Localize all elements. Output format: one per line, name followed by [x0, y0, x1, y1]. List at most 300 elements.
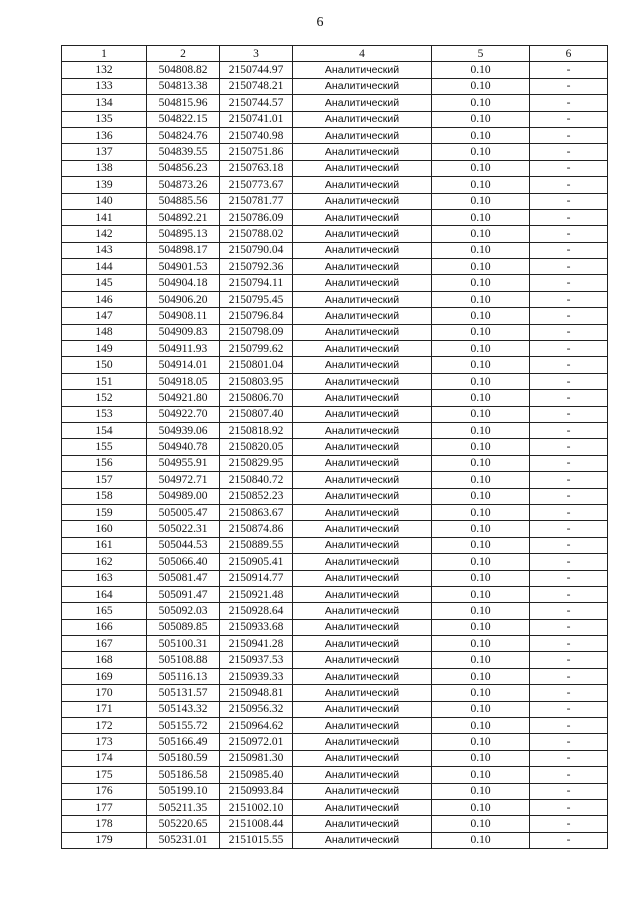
- accuracy-cell: 0.10: [432, 62, 530, 78]
- accuracy-cell: 0.10: [432, 799, 530, 815]
- table-row: [62, 275, 608, 291]
- note-cell: -: [530, 144, 608, 160]
- table-row: [62, 373, 608, 389]
- method-cell: Аналитический: [293, 78, 432, 94]
- note-cell: -: [530, 603, 608, 619]
- y-coordinate-cell: 2150794.11: [220, 275, 293, 291]
- method-cell: Аналитический: [293, 291, 432, 307]
- method-cell: Аналитический: [293, 783, 432, 799]
- x-coordinate-cell: 505143.32: [147, 701, 220, 717]
- x-coordinate-cell: 505089.85: [147, 619, 220, 635]
- point-number-cell: 153: [62, 406, 147, 422]
- accuracy-cell: 0.10: [432, 242, 530, 258]
- method-cell: Аналитический: [293, 816, 432, 832]
- note-cell: -: [530, 799, 608, 815]
- table-row: [62, 422, 608, 438]
- y-coordinate-cell: 2150786.09: [220, 209, 293, 225]
- table-row: [62, 472, 608, 488]
- table-row: [62, 341, 608, 357]
- x-coordinate-cell: 504856.23: [147, 160, 220, 176]
- y-coordinate-cell: 2150852.23: [220, 488, 293, 504]
- accuracy-cell: 0.10: [432, 144, 530, 160]
- method-cell: Аналитический: [293, 832, 432, 848]
- accuracy-cell: 0.10: [432, 357, 530, 373]
- note-cell: -: [530, 652, 608, 668]
- method-cell: Аналитический: [293, 341, 432, 357]
- header-col-1: 1: [62, 46, 147, 62]
- note-cell: -: [530, 537, 608, 553]
- method-cell: Аналитический: [293, 636, 432, 652]
- point-number-cell: 139: [62, 177, 147, 193]
- y-coordinate-cell: 2150748.21: [220, 78, 293, 94]
- accuracy-cell: 0.10: [432, 570, 530, 586]
- note-cell: -: [530, 472, 608, 488]
- method-cell: Аналитический: [293, 324, 432, 340]
- x-coordinate-cell: 504911.93: [147, 341, 220, 357]
- table-row: [62, 668, 608, 684]
- point-number-cell: 175: [62, 767, 147, 783]
- y-coordinate-cell: 2150921.48: [220, 586, 293, 602]
- note-cell: -: [530, 750, 608, 766]
- y-coordinate-cell: 2150740.98: [220, 127, 293, 143]
- method-cell: Аналитический: [293, 406, 432, 422]
- y-coordinate-cell: 2150799.62: [220, 341, 293, 357]
- accuracy-cell: 0.10: [432, 619, 530, 635]
- accuracy-cell: 0.10: [432, 275, 530, 291]
- note-cell: -: [530, 521, 608, 537]
- note-cell: -: [530, 488, 608, 504]
- accuracy-cell: 0.10: [432, 603, 530, 619]
- table-row: [62, 357, 608, 373]
- table-row: [62, 504, 608, 520]
- note-cell: -: [530, 111, 608, 127]
- accuracy-cell: 0.10: [432, 95, 530, 111]
- x-coordinate-cell: 505180.59: [147, 750, 220, 766]
- note-cell: -: [530, 242, 608, 258]
- accuracy-cell: 0.10: [432, 127, 530, 143]
- point-number-cell: 164: [62, 586, 147, 602]
- note-cell: -: [530, 816, 608, 832]
- method-cell: Аналитический: [293, 488, 432, 504]
- table-row: [62, 160, 608, 176]
- accuracy-cell: 0.10: [432, 767, 530, 783]
- table-row: [62, 636, 608, 652]
- x-coordinate-cell: 505092.03: [147, 603, 220, 619]
- y-coordinate-cell: 2150829.95: [220, 455, 293, 471]
- method-cell: Аналитический: [293, 275, 432, 291]
- table-row: [62, 226, 608, 242]
- note-cell: -: [530, 619, 608, 635]
- accuracy-cell: 0.10: [432, 226, 530, 242]
- accuracy-cell: 0.10: [432, 472, 530, 488]
- note-cell: -: [530, 308, 608, 324]
- method-cell: Аналитический: [293, 439, 432, 455]
- x-coordinate-cell: 505186.58: [147, 767, 220, 783]
- point-number-cell: 142: [62, 226, 147, 242]
- y-coordinate-cell: 2150993.84: [220, 783, 293, 799]
- y-coordinate-cell: 2150773.67: [220, 177, 293, 193]
- note-cell: -: [530, 685, 608, 701]
- note-cell: -: [530, 275, 608, 291]
- y-coordinate-cell: 2150790.04: [220, 242, 293, 258]
- accuracy-cell: 0.10: [432, 488, 530, 504]
- header-row: [62, 46, 608, 62]
- y-coordinate-cell: 2150744.97: [220, 62, 293, 78]
- method-cell: Аналитический: [293, 111, 432, 127]
- method-cell: Аналитический: [293, 668, 432, 684]
- note-cell: -: [530, 783, 608, 799]
- method-cell: Аналитический: [293, 242, 432, 258]
- method-cell: Аналитический: [293, 734, 432, 750]
- table-row: [62, 111, 608, 127]
- accuracy-cell: 0.10: [432, 160, 530, 176]
- table-row: [62, 816, 608, 832]
- method-cell: Аналитический: [293, 422, 432, 438]
- point-number-cell: 138: [62, 160, 147, 176]
- note-cell: -: [530, 767, 608, 783]
- header-col-4: 4: [293, 46, 432, 62]
- accuracy-cell: 0.10: [432, 537, 530, 553]
- point-number-cell: 144: [62, 259, 147, 275]
- point-number-cell: 176: [62, 783, 147, 799]
- accuracy-cell: 0.10: [432, 832, 530, 848]
- x-coordinate-cell: 504918.05: [147, 373, 220, 389]
- point-number-cell: 145: [62, 275, 147, 291]
- note-cell: -: [530, 78, 608, 94]
- method-cell: Аналитический: [293, 554, 432, 570]
- x-coordinate-cell: 504955.91: [147, 455, 220, 471]
- x-coordinate-cell: 505220.65: [147, 816, 220, 832]
- point-number-cell: 171: [62, 701, 147, 717]
- header-col-5: 5: [432, 46, 530, 62]
- accuracy-cell: 0.10: [432, 586, 530, 602]
- y-coordinate-cell: 2150820.05: [220, 439, 293, 455]
- y-coordinate-cell: 2150905.41: [220, 554, 293, 570]
- point-number-cell: 136: [62, 127, 147, 143]
- point-number-cell: 155: [62, 439, 147, 455]
- method-cell: Аналитический: [293, 603, 432, 619]
- note-cell: -: [530, 832, 608, 848]
- method-cell: Аналитический: [293, 193, 432, 209]
- method-cell: Аналитический: [293, 144, 432, 160]
- accuracy-cell: 0.10: [432, 455, 530, 471]
- table-row: [62, 95, 608, 111]
- table-row: [62, 78, 608, 94]
- x-coordinate-cell: 504972.71: [147, 472, 220, 488]
- table-row: [62, 193, 608, 209]
- y-coordinate-cell: 2151015.55: [220, 832, 293, 848]
- point-number-cell: 152: [62, 390, 147, 406]
- method-cell: Аналитический: [293, 127, 432, 143]
- point-number-cell: 161: [62, 537, 147, 553]
- point-number-cell: 147: [62, 308, 147, 324]
- table-row: [62, 62, 608, 78]
- y-coordinate-cell: 2150840.72: [220, 472, 293, 488]
- table-row: [62, 324, 608, 340]
- method-cell: Аналитический: [293, 619, 432, 635]
- y-coordinate-cell: 2150964.62: [220, 718, 293, 734]
- accuracy-cell: 0.10: [432, 291, 530, 307]
- point-number-cell: 174: [62, 750, 147, 766]
- method-cell: Аналитический: [293, 357, 432, 373]
- method-cell: Аналитический: [293, 62, 432, 78]
- point-number-cell: 140: [62, 193, 147, 209]
- point-number-cell: 170: [62, 685, 147, 701]
- y-coordinate-cell: 2150792.36: [220, 259, 293, 275]
- method-cell: Аналитический: [293, 455, 432, 471]
- note-cell: -: [530, 406, 608, 422]
- table-row: [62, 832, 608, 848]
- note-cell: -: [530, 193, 608, 209]
- table-row: [62, 734, 608, 750]
- point-number-cell: 151: [62, 373, 147, 389]
- table-header: [62, 46, 608, 62]
- accuracy-cell: 0.10: [432, 406, 530, 422]
- accuracy-cell: 0.10: [432, 78, 530, 94]
- point-number-cell: 177: [62, 799, 147, 815]
- method-cell: Аналитический: [293, 160, 432, 176]
- table-row: [62, 586, 608, 602]
- point-number-cell: 179: [62, 832, 147, 848]
- point-number-cell: 160: [62, 521, 147, 537]
- note-cell: -: [530, 341, 608, 357]
- x-coordinate-cell: 504898.17: [147, 242, 220, 258]
- note-cell: -: [530, 177, 608, 193]
- table-row: [62, 750, 608, 766]
- point-number-cell: 157: [62, 472, 147, 488]
- note-cell: -: [530, 209, 608, 225]
- accuracy-cell: 0.10: [432, 422, 530, 438]
- accuracy-cell: 0.10: [432, 373, 530, 389]
- note-cell: -: [530, 701, 608, 717]
- point-number-cell: 167: [62, 636, 147, 652]
- point-number-cell: 141: [62, 209, 147, 225]
- x-coordinate-cell: 505131.57: [147, 685, 220, 701]
- y-coordinate-cell: 2150801.04: [220, 357, 293, 373]
- y-coordinate-cell: 2150941.28: [220, 636, 293, 652]
- x-coordinate-cell: 504873.26: [147, 177, 220, 193]
- x-coordinate-cell: 504908.11: [147, 308, 220, 324]
- method-cell: Аналитический: [293, 767, 432, 783]
- point-number-cell: 166: [62, 619, 147, 635]
- x-coordinate-cell: 504904.18: [147, 275, 220, 291]
- table-row: [62, 390, 608, 406]
- point-number-cell: 165: [62, 603, 147, 619]
- accuracy-cell: 0.10: [432, 685, 530, 701]
- note-cell: -: [530, 95, 608, 111]
- method-cell: Аналитический: [293, 652, 432, 668]
- y-coordinate-cell: 2150806.70: [220, 390, 293, 406]
- table-row: [62, 259, 608, 275]
- point-number-cell: 158: [62, 488, 147, 504]
- note-cell: -: [530, 439, 608, 455]
- point-number-cell: 146: [62, 291, 147, 307]
- x-coordinate-cell: 505155.72: [147, 718, 220, 734]
- method-cell: Аналитический: [293, 226, 432, 242]
- accuracy-cell: 0.10: [432, 701, 530, 717]
- accuracy-cell: 0.10: [432, 652, 530, 668]
- x-coordinate-cell: 505231.01: [147, 832, 220, 848]
- y-coordinate-cell: 2150741.01: [220, 111, 293, 127]
- method-cell: Аналитический: [293, 570, 432, 586]
- x-coordinate-cell: 505066.40: [147, 554, 220, 570]
- table-row: [62, 603, 608, 619]
- y-coordinate-cell: 2151008.44: [220, 816, 293, 832]
- note-cell: -: [530, 636, 608, 652]
- accuracy-cell: 0.10: [432, 308, 530, 324]
- table-row: [62, 799, 608, 815]
- y-coordinate-cell: 2150803.95: [220, 373, 293, 389]
- table-row: [62, 783, 608, 799]
- accuracy-cell: 0.10: [432, 439, 530, 455]
- y-coordinate-cell: 2150981.30: [220, 750, 293, 766]
- point-number-cell: 156: [62, 455, 147, 471]
- method-cell: Аналитический: [293, 209, 432, 225]
- method-cell: Аналитический: [293, 259, 432, 275]
- point-number-cell: 135: [62, 111, 147, 127]
- y-coordinate-cell: 2150807.40: [220, 406, 293, 422]
- x-coordinate-cell: 504895.13: [147, 226, 220, 242]
- table-row: [62, 701, 608, 717]
- x-coordinate-cell: 504989.00: [147, 488, 220, 504]
- point-number-cell: 169: [62, 668, 147, 684]
- note-cell: -: [530, 62, 608, 78]
- note-cell: -: [530, 291, 608, 307]
- table-row: [62, 718, 608, 734]
- method-cell: Аналитический: [293, 586, 432, 602]
- point-number-cell: 133: [62, 78, 147, 94]
- table-body: [62, 62, 608, 849]
- y-coordinate-cell: 2150796.84: [220, 308, 293, 324]
- method-cell: Аналитический: [293, 750, 432, 766]
- x-coordinate-cell: 505100.31: [147, 636, 220, 652]
- x-coordinate-cell: 504914.01: [147, 357, 220, 373]
- header-col-6: 6: [530, 46, 608, 62]
- table-row: [62, 619, 608, 635]
- note-cell: -: [530, 390, 608, 406]
- x-coordinate-cell: 504939.06: [147, 422, 220, 438]
- table-row: [62, 521, 608, 537]
- accuracy-cell: 0.10: [432, 504, 530, 520]
- y-coordinate-cell: 2150818.92: [220, 422, 293, 438]
- accuracy-cell: 0.10: [432, 668, 530, 684]
- table-row: [62, 209, 608, 225]
- table-row: [62, 570, 608, 586]
- x-coordinate-cell: 504885.56: [147, 193, 220, 209]
- point-number-cell: 162: [62, 554, 147, 570]
- point-number-cell: 173: [62, 734, 147, 750]
- y-coordinate-cell: 2150985.40: [220, 767, 293, 783]
- table-row: [62, 439, 608, 455]
- point-number-cell: 154: [62, 422, 147, 438]
- x-coordinate-cell: 504892.21: [147, 209, 220, 225]
- x-coordinate-cell: 504906.20: [147, 291, 220, 307]
- note-cell: -: [530, 554, 608, 570]
- note-cell: -: [530, 570, 608, 586]
- method-cell: Аналитический: [293, 685, 432, 701]
- table-row: [62, 177, 608, 193]
- y-coordinate-cell: 2151002.10: [220, 799, 293, 815]
- table-row: [62, 144, 608, 160]
- y-coordinate-cell: 2150781.77: [220, 193, 293, 209]
- table-row: [62, 652, 608, 668]
- y-coordinate-cell: 2150874.86: [220, 521, 293, 537]
- x-coordinate-cell: 504839.55: [147, 144, 220, 160]
- x-coordinate-cell: 504921.80: [147, 390, 220, 406]
- x-coordinate-cell: 505116.13: [147, 668, 220, 684]
- table-row: [62, 537, 608, 553]
- point-number-cell: 159: [62, 504, 147, 520]
- point-number-cell: 168: [62, 652, 147, 668]
- note-cell: -: [530, 668, 608, 684]
- accuracy-cell: 0.10: [432, 193, 530, 209]
- y-coordinate-cell: 2150914.77: [220, 570, 293, 586]
- x-coordinate-cell: 504940.78: [147, 439, 220, 455]
- note-cell: -: [530, 127, 608, 143]
- y-coordinate-cell: 2150956.32: [220, 701, 293, 717]
- method-cell: Аналитический: [293, 718, 432, 734]
- table-row: [62, 406, 608, 422]
- accuracy-cell: 0.10: [432, 734, 530, 750]
- accuracy-cell: 0.10: [432, 750, 530, 766]
- x-coordinate-cell: 504824.76: [147, 127, 220, 143]
- method-cell: Аналитический: [293, 390, 432, 406]
- method-cell: Аналитический: [293, 521, 432, 537]
- y-coordinate-cell: 2150972.01: [220, 734, 293, 750]
- point-number-cell: 132: [62, 62, 147, 78]
- note-cell: -: [530, 422, 608, 438]
- x-coordinate-cell: 505199.10: [147, 783, 220, 799]
- y-coordinate-cell: 2150933.68: [220, 619, 293, 635]
- y-coordinate-cell: 2150939.33: [220, 668, 293, 684]
- x-coordinate-cell: 504813.38: [147, 78, 220, 94]
- note-cell: -: [530, 504, 608, 520]
- table-row: [62, 488, 608, 504]
- accuracy-cell: 0.10: [432, 816, 530, 832]
- y-coordinate-cell: 2150763.18: [220, 160, 293, 176]
- method-cell: Аналитический: [293, 701, 432, 717]
- table-row: [62, 685, 608, 701]
- y-coordinate-cell: 2150795.45: [220, 291, 293, 307]
- accuracy-cell: 0.10: [432, 521, 530, 537]
- table-row: [62, 291, 608, 307]
- y-coordinate-cell: 2150798.09: [220, 324, 293, 340]
- y-coordinate-cell: 2150788.02: [220, 226, 293, 242]
- point-number-cell: 148: [62, 324, 147, 340]
- x-coordinate-cell: 505081.47: [147, 570, 220, 586]
- page-number: 6: [316, 15, 324, 30]
- x-coordinate-cell: 504822.15: [147, 111, 220, 127]
- accuracy-cell: 0.10: [432, 636, 530, 652]
- x-coordinate-cell: 505108.88: [147, 652, 220, 668]
- accuracy-cell: 0.10: [432, 718, 530, 734]
- method-cell: Аналитический: [293, 472, 432, 488]
- point-number-cell: 150: [62, 357, 147, 373]
- y-coordinate-cell: 2150744.57: [220, 95, 293, 111]
- method-cell: Аналитический: [293, 504, 432, 520]
- note-cell: -: [530, 373, 608, 389]
- method-cell: Аналитический: [293, 537, 432, 553]
- table-row: [62, 554, 608, 570]
- accuracy-cell: 0.10: [432, 177, 530, 193]
- x-coordinate-cell: 505091.47: [147, 586, 220, 602]
- accuracy-cell: 0.10: [432, 390, 530, 406]
- table-row: [62, 242, 608, 258]
- accuracy-cell: 0.10: [432, 341, 530, 357]
- y-coordinate-cell: 2150889.55: [220, 537, 293, 553]
- x-coordinate-cell: 505044.53: [147, 537, 220, 553]
- x-coordinate-cell: 504922.70: [147, 406, 220, 422]
